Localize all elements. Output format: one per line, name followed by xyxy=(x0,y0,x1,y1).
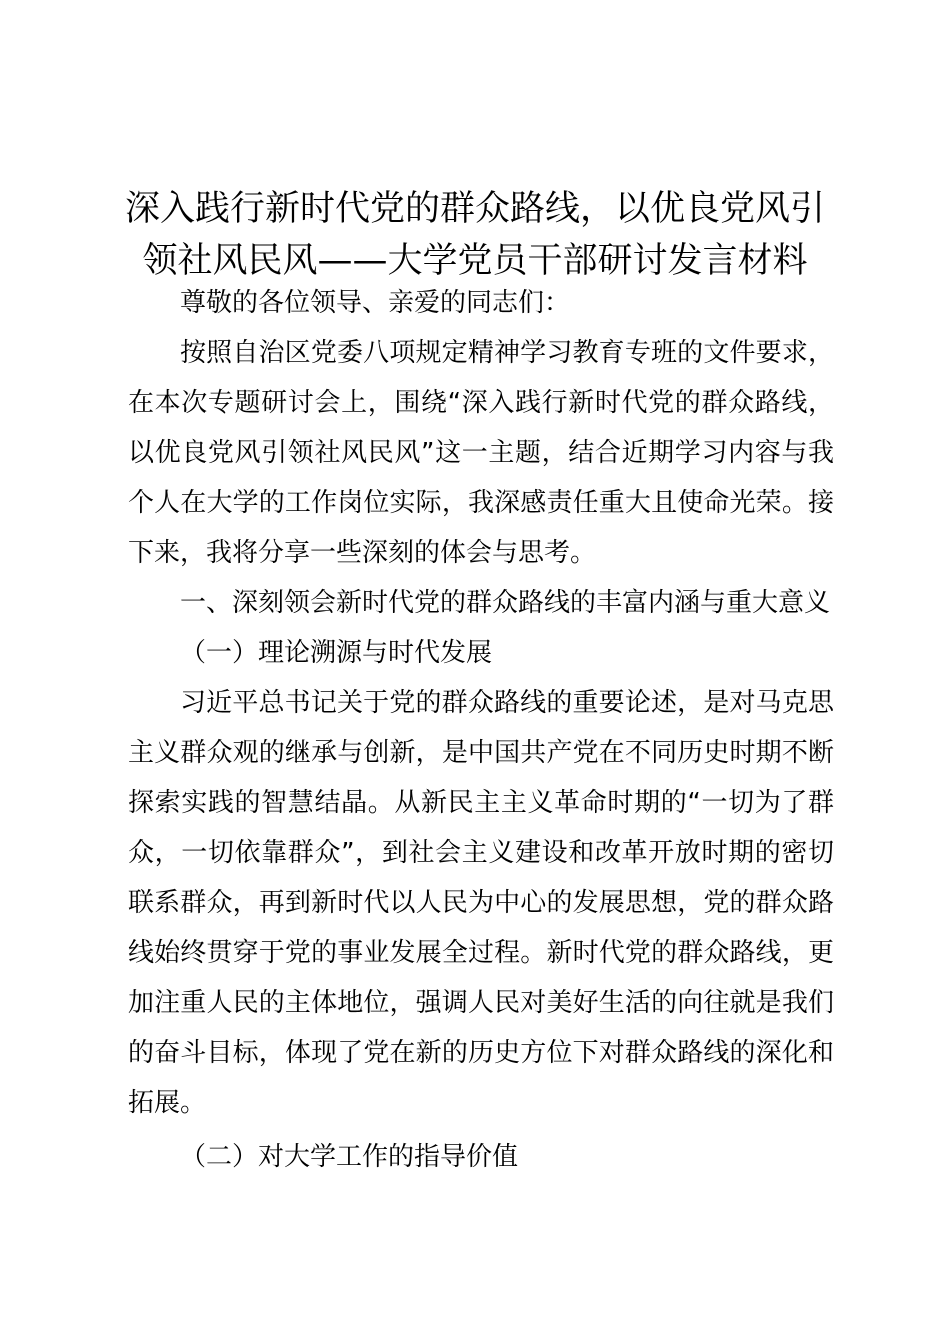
subsection-paragraph-1: 习近平总书记关于党的群众路线的重要论述，是对马克思主义群众观的继承与创新，是中国共产党在不同历史时期不断探索实践的智慧结晶。从新民主主义革命时期的“一切为了群众，一切依靠群众”，到社会主义建设和改革开放时期的密切联系群众，再到新时代以人民为中心的发展思想，党的群众路线始终贯穿于党的事业发展全过程。新时代党的群众路线，更加注重人民的主体地位，强调人民对美好生活的向往就是我们的奋斗目标，体现了党在新的历史方位下对群众路线的深化和拓展。 xyxy=(128,688,834,1118)
subsection-heading-1: （一）理论溯源与时代发展 xyxy=(180,638,493,668)
salutation: 尊敬的各位领导、亲爱的同志们： xyxy=(180,288,571,318)
intro-paragraph: 按照自治区党委八项规定精神学习教育专班的文件要求，在本次专题研讨会上，围绕“深入践行新时代党的群众路线，以优良党风引领社风民风”这一主题，结合近期学习内容与我个人在大学的工作岗位实际，我深感责任重大且使命光荣。接下来，我将分享一些深刻的体会与思考。 xyxy=(128,338,834,568)
subsection-heading-2: （二）对大学工作的指导价值 xyxy=(180,1142,519,1172)
section-heading-1: 一、深刻领会新时代党的群众路线的丰富内涵与重大意义 xyxy=(180,588,831,618)
document-body xyxy=(128,278,834,1182)
document-title: 深入践行新时代党的群众路线，以优良党风引领社风民风——大学党员干部研讨发言材料 xyxy=(124,189,825,281)
